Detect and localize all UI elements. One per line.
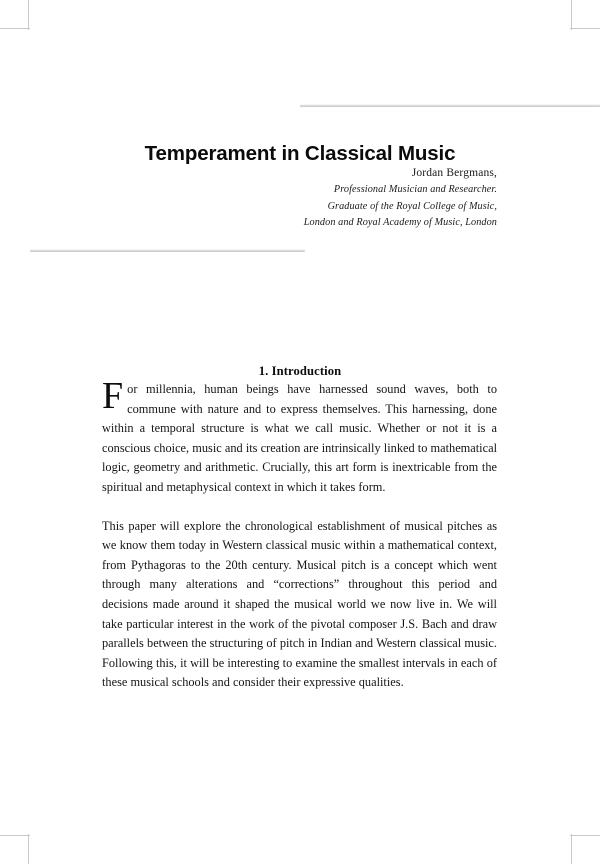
crop-mark-horizontal-line: [570, 835, 600, 836]
body-paragraph-2: This paper will explore the chronological establishment of musical pitches as we know them today in Western classical music within a mathematical context, from Pythagoras to the 20th century. Musical pitch is a concept which went through many alterations and “corrections” throughout this period and decisions made around it shaped the musical world we now live in. We will take particular interest in the work of the pivotal composer J.S. Bach and draw parallels between the structuring of pitch in Indian and Western classical music. Following this, it will be interesting to examine the smallest intervals in each of these musical schools and consider their expressive qualities.: [102, 518, 497, 690]
crop-mark-vertical-line: [571, 834, 572, 864]
author-affiliation-line-2: Graduate of the Royal College of Music,: [327, 200, 497, 212]
body-paragraph-1: For millennia, human beings have harnessed sound waves, both to commune with nature and to express themselves. This harnessing, done within a temporal structure is what we call music. Whether or not it is a conscious choice, music and its creation are intrinsically linked to mathematical logic, geometry and arithmetic. Crucially, this art form is inextricable from the spiritual and metaphysical context in which it takes form.: [102, 375, 497, 494]
crop-mark-vertical-line: [28, 834, 29, 864]
crop-mark-horizontal-line: [0, 835, 30, 836]
author-name: Jordan Bergmans,: [411, 167, 497, 179]
author-affiliation-line-3: London and Royal Academy of Music, London: [303, 217, 497, 229]
crop-mark-horizontal-line: [570, 28, 600, 29]
header-decorative-rule: [300, 104, 600, 107]
section-heading-introduction: 1. Introduction: [258, 364, 342, 379]
crop-mark-horizontal-line: [0, 28, 30, 29]
body-text-column: [102, 375, 497, 693]
author-block: [167, 165, 497, 232]
author-affiliation-line-1: Professional Musician and Researcher.: [333, 184, 497, 196]
author-decorative-rule: [30, 249, 305, 252]
crop-mark-vertical-line: [28, 0, 29, 30]
crop-mark-vertical-line: [571, 0, 572, 30]
page-title: Temperament in Classical Music: [144, 141, 456, 165]
